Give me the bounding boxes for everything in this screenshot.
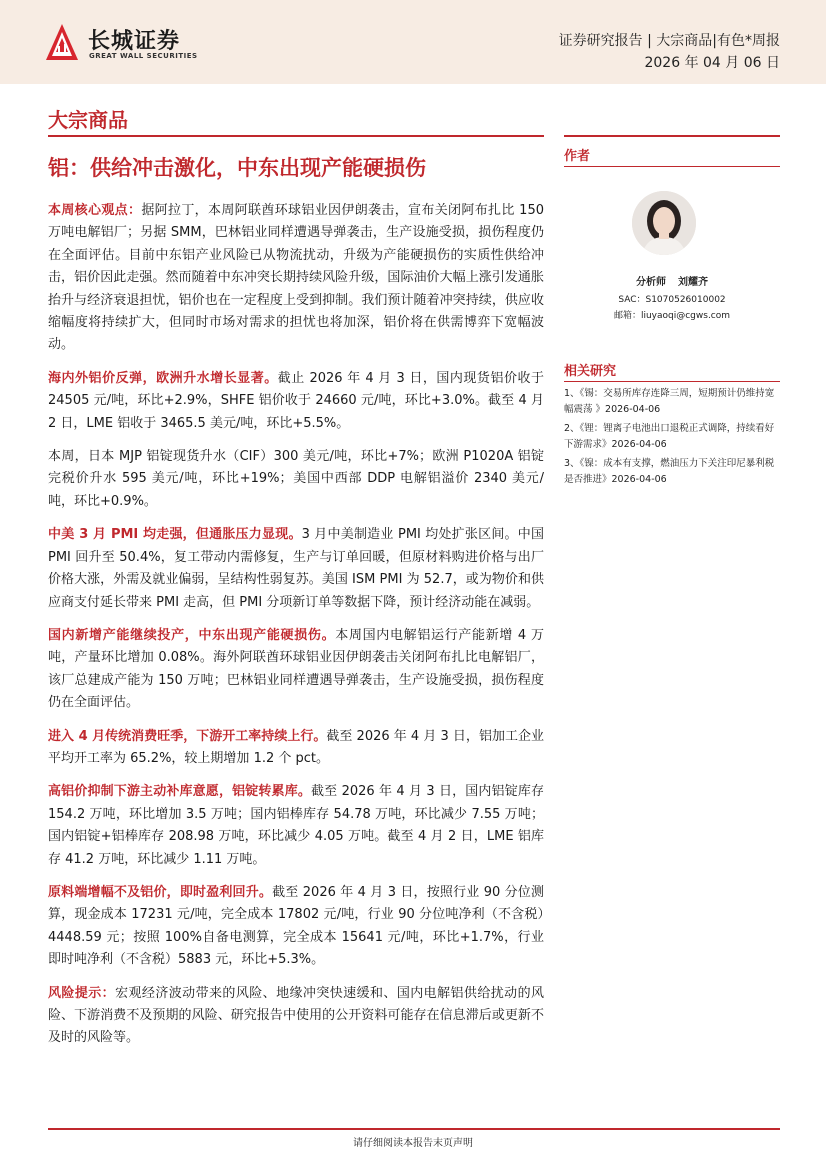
paragraph-body: 本周，日本 MJP 铝锭现货升水（CIF）300 美元/吨，环比+7%；欧洲 P1020A 铝锭完税价升水 595 美元/吨，环比+19%；美国中西部 DDP 电解铝溢价 2340 美元/吨，环比+0.9%。 [48,449,544,509]
analyst-photo-icon [632,191,696,255]
paragraph [48,882,544,972]
paragraph-lead: 本周核心观点： [48,203,142,218]
related-item[interactable]: 3、《镍：成本有支撑，燃油压力下关注印尼暴利税是否推进》2026-04-06 [564,458,775,485]
related-item[interactable]: 1、《锡：交易所库存连降三周，短期预计仍维持宽幅震荡 》2026-04-06 [564,388,775,415]
report-type: 证券研究报告 | 大宗商品|有色*周报 [558,33,780,49]
report-date: 2026 年 04 月 06 日 [644,55,780,71]
paragraph-lead: 风险提示： [48,985,116,1001]
report-title: 铝：供给冲击激化，中东出现产能硬损伤 [48,156,426,180]
author-heading: 作者 [564,149,591,164]
paragraph [48,524,544,614]
paragraph [48,200,544,357]
related-item[interactable]: 2、《锂：锂离子电池出口退税正式调降，持续看好下游需求》2026-04-06 [564,423,775,450]
logo-subtitle: GREAT WALL SECURITIES [89,52,198,60]
paragraph [48,446,544,513]
paragraph-lead: 海内外铝价反弹，欧洲升水增长显著。 [48,370,278,386]
analyst-line [564,273,780,288]
report-header [0,0,826,84]
paragraph-lead: 高铝价抑制下游主动补库意愿，铝锭转累库。 [48,784,312,800]
paragraph-body: 截至 2026 年 4 月 3 日，按照行业 90 分位测算，现金成本 17231 元/吨，完全成本 17802 元/吨，行业 90 分位吨净利（不含税）4448.59 元；按照 100%自备电测算，完全成本 15641 元/吨，环比+1.7%，行业即时吨净利（不含税）5883 元，环比+5.3%。 [48,884,544,968]
main-content [48,200,544,1061]
footer-divider [48,1128,780,1130]
paragraph [48,368,544,435]
paragraph [48,781,544,871]
paragraph-body: 3 月中美制造业 PMI 均处扩张区间。中国 PMI 回升至 50.4%，复工带动内需修复，生产与订单回暖，但原材料购进价格与出厂价格大涨，外需及就业偏弱，呈结构性弱复苏。美国 ISM PMI 为 52.7，或为物价和供应商支付延长带来 PMI 走高，但 PMI 分项新订单等数据下降，预计经济动能在减弱。 [48,527,545,610]
footer-disclaimer: 请仔细阅读本报告末页声明 [353,1138,473,1149]
paragraph-lead: 国内新增产能继续投产，中东出现产能硬损伤。 [48,627,336,643]
report-category: 大宗商品 [48,108,128,132]
paragraph-lead: 原料端增幅不及铝价，即时盈利回升。 [48,884,273,900]
sidebar-divider [564,135,780,137]
paragraph-body: 截止 2026 年 4 月 3 日，国内现货铝价收于 24505 元/吨，环比+2.9%，SHFE 铝价收于 24660 元/吨，环比+3.0%。截至 4 月 2 日，LME 铝收于 3465.5 美元/吨，环比+5.5%。 [48,370,544,431]
company-logo [44,22,204,66]
paragraph [48,726,544,771]
paragraph-body: 宏观经济波动带来的风险、地缘冲突快速缓和、国内电解铝供给扰动的风险、下游消费不及预期的风险、研究报告中使用的公开资料可能存在信息滞后或更新不及时的风险等。 [48,985,544,1046]
paragraph [48,625,544,715]
great-wall-logo-icon [44,22,80,62]
author-divider [564,166,780,167]
paragraph-lead: 进入 4 月传统消费旺季，下游开工率持续上行。 [48,728,327,744]
analyst-avatar [632,191,696,255]
analyst-role: 分析师 [636,277,666,288]
analyst-name: 刘耀齐 [678,277,708,288]
related-research-list [564,386,782,491]
related-research-heading: 相关研究 [564,364,617,379]
risk-warning [48,983,544,1050]
logo-text: 长城证券 [88,29,181,54]
paragraph-body: 截至 2026 年 4 月 3 日，国内铝锭库存 154.2 万吨，环比增加 3.5 万吨；国内铝棒库存 54.78 万吨，环比减少 7.55 万吨；国内铝锭+铝棒库存 208.98 万吨，环比减少 4.05 万吨。截至 4 月 2 日，LME 铝库存 41.2 万吨，环比减少 1.11 万吨。 [48,784,544,867]
paragraph-body: 本周国内电解铝运行产能新增 4 万吨，产量环比增加 0.08%。海外阿联酋环球铝业因伊朗袭击关闭阿布扎比电解铝厂，该厂总建成产能为 150 万吨；巴林铝业同样遭遇导弹袭击，生产设施受损，损伤程度仍在全面评估。 [48,627,544,711]
paragraph-lead: 中美 3 月 PMI 均走强，但通胀压力显现。 [48,527,302,543]
analyst-sac: SAC：S1070526010002 [618,295,726,305]
related-divider [564,381,780,382]
analyst-email[interactable]: 邮箱：liuyaoqi@cgws.com [613,311,731,321]
main-divider [48,135,544,137]
paragraph-body: 据阿拉丁，本周阿联酋环球铝业因伊朗袭击，宣布关闭阿布扎比 150 万吨电解铝厂；另据 SMM，巴林铝业同样遭遇导弹袭击，生产设施受损，损伤程度仍在全面评估。目前中东铝产业风险已从物流扰动，升级为产能硬损伤的实质性供给冲击，铝价因此走强。然而随着中东冲突长期持续风险升级，国际油价大幅上涨引发通胀抬升与经济衰退担忧，铝价也在一定程度上受到抑制。我们预计随着冲突持续，供应收缩幅度将持续扩大，但同时市场对需求的担忧也将加深，铝价将在供需博弈下宽幅波动。 [48,203,544,353]
paragraph-body: 截至 2026 年 4 月 3 日，铝加工企业平均开工率为 65.2%，较上期增加 1.2 个 pct。 [48,728,544,766]
